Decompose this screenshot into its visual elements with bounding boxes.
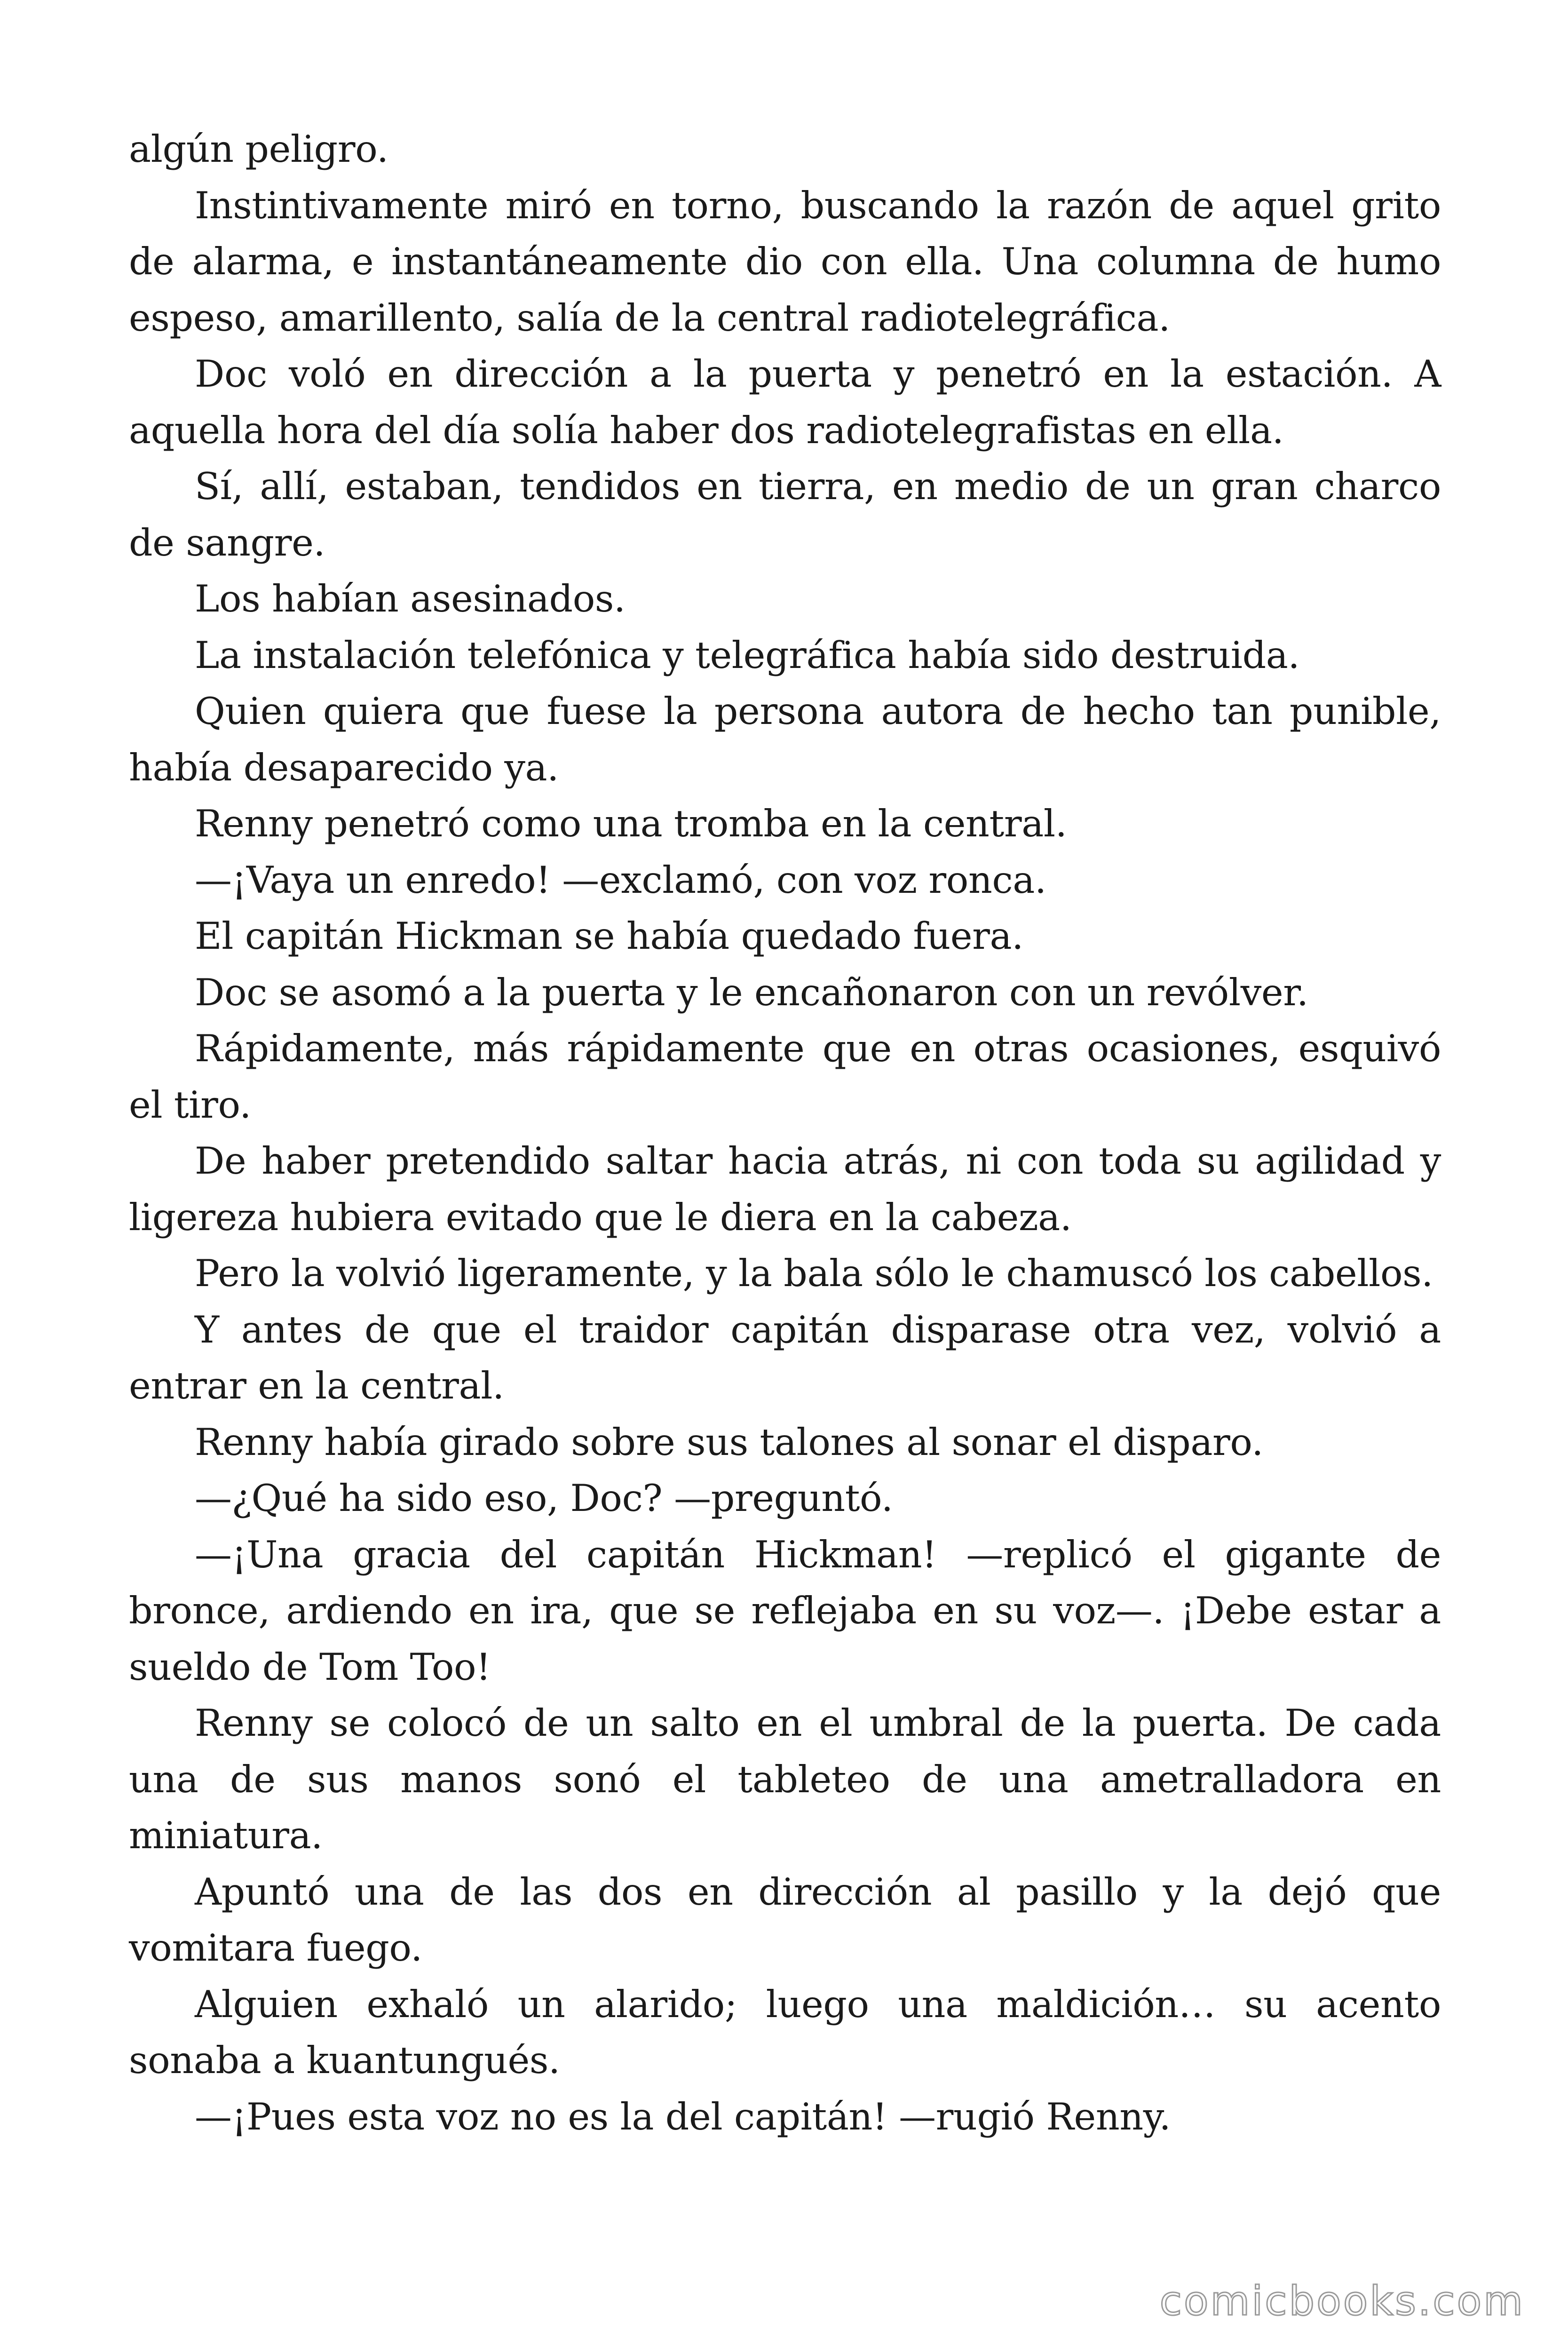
paragraph-15: Y antes de que el traidor capitán disparase otra vez, volvió a entrar en la central. — [129, 1308, 1441, 1407]
paragraph-22: —¡Pues esta voz no es la del capitán! —rugió Renny. — [195, 2095, 1171, 2138]
paragraph-5: Los habían asesinados. — [195, 577, 626, 620]
page-text — [129, 121, 1441, 2145]
paragraph-18: —¡Una gracia del capitán Hickman! —replicó el gigante de bronce, ardiendo en ira, que se reflejaba en su voz—. ¡Debe estar a sueldo de Tom Too! — [129, 1533, 1441, 1689]
paragraph-12: Rápidamente, más rápidamente que en otras ocasiones, esquivó el tiro. — [129, 1027, 1441, 1127]
paragraph-11: Doc se asomó a la puerta y le encañonaron con un revólver. — [195, 970, 1308, 1014]
paragraph-3: Doc voló en dirección a la puerta y penetró en la estación. A aquella hora del día solía haber dos radiotelegrafistas en ella. — [129, 352, 1441, 452]
paragraph-16: Renny había girado sobre sus talones al sonar el disparo. — [195, 1420, 1263, 1464]
paragraph-8: Renny penetró como una tromba en la central. — [195, 802, 1067, 845]
watermark-text: comicbooks.com — [1159, 2278, 1525, 2325]
paragraph-6: La instalación telefónica y telegráfica había sido destruida. — [195, 633, 1300, 677]
paragraph-2: Instintivamente miró en torno, buscando la razón de aquel grito de alarma, e instantáneamente dio con ella. Una columna de humo espeso, amarillento, salía de la central radiotelegráfica. — [129, 183, 1441, 340]
paragraph-21: Alguien exhaló un alarido; luego una maldición… su acento sonaba a kuantungués. — [129, 1982, 1441, 2082]
paragraph-4: Sí, allí, estaban, tendidos en tierra, en medio de un gran charco de sangre. — [129, 465, 1441, 564]
paragraph-9: —¡Vaya un enredo! —exclamó, con voz ronca. — [195, 858, 1046, 902]
paragraph-20: Apuntó una de las dos en dirección al pasillo y la dejó que vomitara fuego. — [129, 1870, 1441, 1970]
paragraph-1: algún peligro. — [129, 127, 388, 171]
paragraph-7: Quien quiera que fuese la persona autora de hecho tan punible, había desaparecido ya. — [129, 690, 1441, 789]
paragraph-17: —¿Qué ha sido eso, Doc? —preguntó. — [195, 1477, 893, 1520]
paragraph-10: El capitán Hickman se había quedado fuera. — [195, 914, 1023, 958]
paragraph-19: Renny se colocó de un salto en el umbral de la puerta. De cada una de sus manos sonó el tableteo de una ametralladora en miniatura. — [129, 1701, 1441, 1857]
paragraph-13: De haber pretendido saltar hacia atrás, ni con toda su agilidad y ligereza hubiera evitado que le diera en la cabeza. — [129, 1139, 1441, 1239]
paragraph-14: Pero la volvió ligeramente, y la bala sólo le chamuscó los cabellos. — [195, 1252, 1433, 1295]
